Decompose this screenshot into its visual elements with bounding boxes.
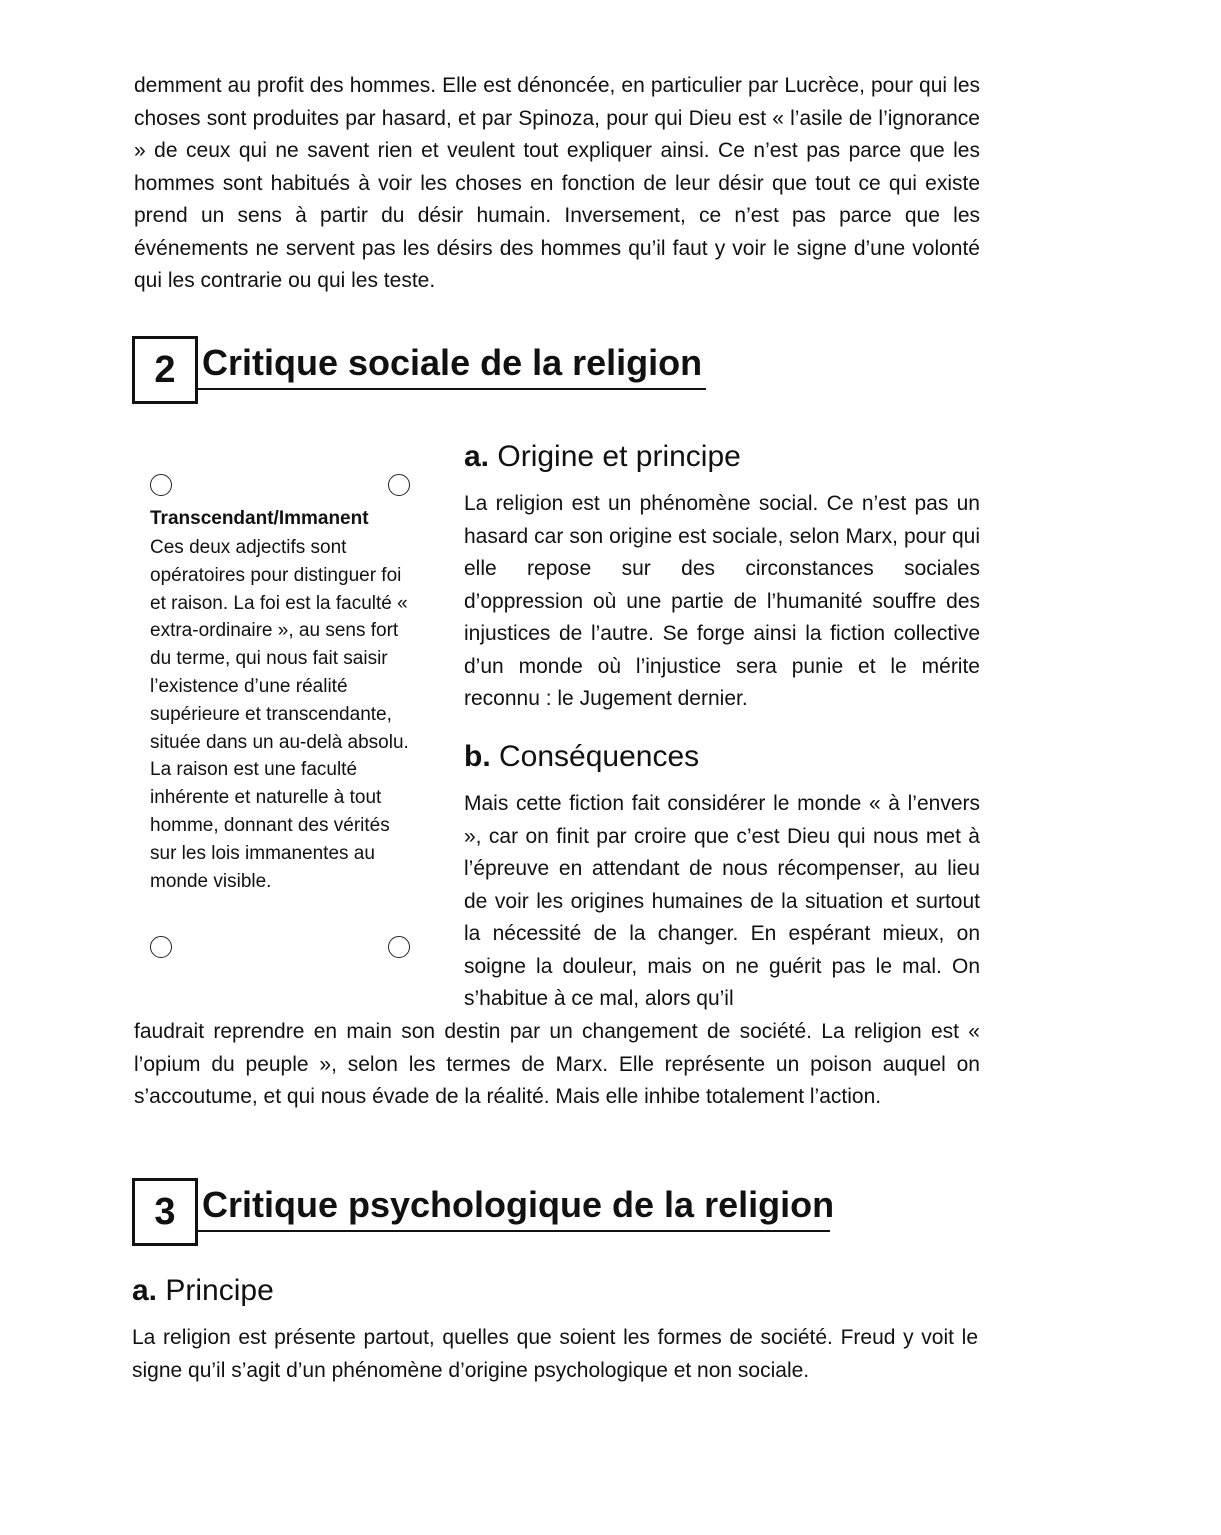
section-2-heading — [132, 336, 706, 412]
consequences-paragraph-full: faudrait reprendre en main son destin par un changement de société. La religion est « l’opium du peuple », selon les termes de Marx. Elle représente un poison auquel on s’accoutume, et qui nous évade de la réalité. Mais elle inhibe totalement l’action. — [134, 1020, 980, 1108]
section-number-box: 3 — [132, 1178, 198, 1246]
subsection-letter: a. — [464, 440, 490, 473]
principe-paragraph: La religion est présente partout, quelles que soient les formes de société. Freud y voit le signe qu’il s’agit d’un phénomène d’origine psychologique et non sociale. — [132, 1326, 978, 1382]
section-number-box: 2 — [132, 336, 198, 404]
definition-term: Transcendant/Immanent — [150, 508, 369, 529]
section-title: Critique psychologique de la religion — [202, 1184, 835, 1225]
origine-paragraph: La religion est un phénomène social. Ce n’est pas un hasard car son origine est sociale, selon Marx, pour qui elle repose sur des circonstances sociales d’oppression où une partie de l’humanité souffre des injustices de l’autre. Se forge ainsi la fiction collective d’un monde où l’injustice sera punie et le mérite reconnu : le Jugement dernier. — [464, 492, 980, 710]
section-underline — [198, 1230, 830, 1232]
corner-circle-icon — [388, 936, 410, 958]
definition-text: Ces deux adjectifs sont opératoires pour distinguer foi et raison. La foi est la faculté « extra-ordinaire », au sens fort du terme, qui nous fait saisir l’existence d’une réalité supérieure et transcendante, située dans un au-delà absolu. La raison est une faculté inhérente et naturelle à tout homme, donnant des vérités sur les lois immanentes au monde visible. — [150, 537, 409, 892]
consequences-paragraph-column: Mais cette fiction fait considérer le monde « à l’envers », car on finit par croire que c’est Dieu qui nous met à l’épreuve en attendant de nous récompenser, au lieu de voir les origines humaines de la situation et surtout la nécessité de la changer. En espérant mieux, on soigne la douleur, mais on ne guérit pas le mal. On s’habitue à ce mal, alors qu’il — [464, 792, 980, 1010]
section-3-heading — [132, 1178, 835, 1254]
subsection-heading-principe — [132, 1274, 274, 1308]
definition-sidebar — [148, 470, 418, 966]
subsection-title: Origine et principe — [497, 440, 741, 473]
intro-paragraph: demment au profit des hommes. Elle est dénoncée, en particulier par Lucrèce, pour qui les choses sont produites par hasard, et par Spinoza, pour qui Dieu est « l’asile de l’ignorance » de ceux qui ne savent rien et veulent tout expliquer ainsi. Ce n’est pas parce que les hommes sont habitués à voir les choses en fonction de leur désir que tout ce qui existe prend un sens à partir du désir humain. Inversement, ce n’est pas parce que les événements ne servent pas les désirs des hommes qu’il faut y voir le signe d’une volonté qui les contrarie ou qui les teste. — [134, 74, 980, 292]
corner-circle-icon — [150, 474, 172, 496]
section-title: Critique sociale de la religion — [202, 342, 703, 383]
subsection-letter: b. — [464, 740, 491, 773]
subsection-heading-consequences — [464, 740, 699, 774]
subsection-heading-origine — [464, 440, 741, 474]
section-underline — [198, 388, 706, 390]
corner-circle-icon — [388, 474, 410, 496]
subsection-title: Conséquences — [499, 740, 700, 773]
corner-circle-icon — [150, 936, 172, 958]
subsection-title: Principe — [165, 1274, 274, 1307]
subsection-letter: a. — [132, 1274, 158, 1307]
